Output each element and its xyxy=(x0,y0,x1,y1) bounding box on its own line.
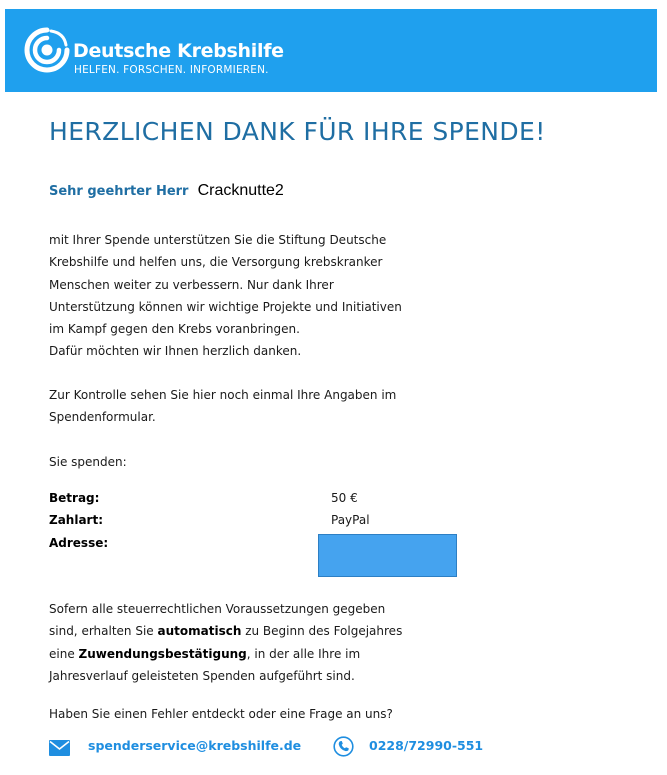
tax-text-2: zu Beginn des Folgejahres eine xyxy=(49,624,403,661)
phone-icon xyxy=(333,736,354,757)
envelope-icon xyxy=(49,740,70,756)
header-banner xyxy=(5,9,657,92)
tax-paragraph xyxy=(49,598,402,687)
tax-text-3: , in der alle Ihre im Jahresverlauf geleisteten Spenden aufgeführt sind. xyxy=(49,646,361,683)
greeting-salutation: Sehr geehrter Herr xyxy=(49,184,189,199)
greeting-name: Cracknutte2 xyxy=(197,182,284,199)
brand-tagline: HELFEN. FORSCHEN. INFORMIEREN. xyxy=(74,64,269,76)
donation-intro: Sie spenden: xyxy=(49,455,127,469)
address-redaction xyxy=(318,534,457,577)
phone-link[interactable]: 0228/72990-551 xyxy=(369,738,484,753)
payment-value: PayPal xyxy=(331,513,370,527)
payment-label: Zahlart: xyxy=(49,513,104,527)
krebshilfe-logo-icon xyxy=(24,27,70,73)
control-paragraph: Zur Kontrolle sehen Sie hier noch einmal Ihre Angaben im Spendenformular. xyxy=(49,388,397,425)
intro-paragraph: mit Ihrer Spende unterstützen Sie die Stiftung Deutsche Krebshilfe und helfen uns, die Versorgung krebskranker Menschen weiter zu verbessern. Nur dank Ihrer Unterstützung können wir wichtige Projekte und Initiativen im Kampf gegen den Krebs voranbringen. Dafür möchten wir Ihnen herzlich danken. xyxy=(49,233,402,359)
page-title: HERZLICHEN DANK FÜR IHRE SPENDE! xyxy=(49,117,546,146)
tax-bold-receipt: Zuwendungsbestätigung xyxy=(78,646,247,661)
amount-value: 50 € xyxy=(331,491,358,505)
question-text: Haben Sie einen Fehler entdeckt oder eine Frage an uns? xyxy=(49,707,393,721)
tax-bold-automatic: automatisch xyxy=(157,624,242,639)
tax-text-1: Sofern alle steuerrechtlichen Voraussetzungen gegeben sind, erhalten Sie xyxy=(49,602,386,639)
email-link[interactable]: spenderservice@krebshilfe.de xyxy=(88,738,302,753)
address-label: Adresse: xyxy=(49,536,109,550)
brand-name: Deutsche Krebshilfe xyxy=(73,40,284,62)
greeting xyxy=(49,180,284,200)
amount-label: Betrag: xyxy=(49,491,100,505)
